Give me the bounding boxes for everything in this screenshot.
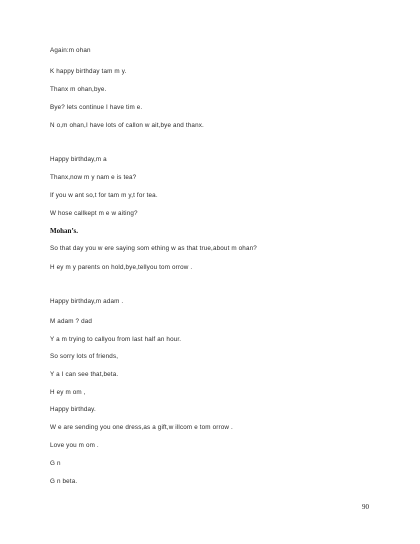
page-number: 90 bbox=[362, 503, 369, 511]
text-line: Bye? lets continue I have tim e. bbox=[50, 104, 143, 111]
text-line: Y a m trying to callyou from last half an hour. bbox=[50, 336, 182, 343]
text-line: Happy birthday,m a bbox=[50, 156, 107, 163]
text-line: If you w ant so,t for tam m y,t for tea. bbox=[50, 192, 158, 199]
text-line: K happy birthday tam m y. bbox=[50, 68, 127, 75]
text-line: Thanx m ohan,bye. bbox=[50, 86, 107, 93]
text-line: Y a I can see that,beta. bbox=[50, 371, 119, 378]
text-line: Love you m om . bbox=[50, 442, 99, 449]
text-line: Happy birthday,m adam . bbox=[50, 298, 124, 305]
speaker-name: Mohan’s. bbox=[50, 227, 78, 235]
text-line: M adam ? dad bbox=[50, 318, 93, 325]
text-line: G n beta. bbox=[50, 478, 78, 485]
text-line: Again:m ohan bbox=[50, 47, 91, 54]
text-line: So that day you w ere saying som ething w as that true,about m ohan? bbox=[50, 245, 257, 252]
text-line: So sorry lots of friends, bbox=[50, 353, 119, 360]
text-line: H ey m y parents on hold,bye,tellyou tom orrow . bbox=[50, 264, 193, 271]
text-line: H ey m om , bbox=[50, 389, 86, 396]
text-line: G n bbox=[50, 460, 61, 467]
text-line: Happy birthday. bbox=[50, 406, 96, 413]
text-line: N o,m ohan,I have lots of callon w ait,bye and thanx. bbox=[50, 122, 204, 129]
text-line: Thanx,now m y nam e is tea? bbox=[50, 174, 137, 181]
text-line: W e are sending you one dress,as a gift,w illcom e tom orrow . bbox=[50, 424, 233, 431]
text-line: W hose callkept m e w aiting? bbox=[50, 210, 138, 217]
